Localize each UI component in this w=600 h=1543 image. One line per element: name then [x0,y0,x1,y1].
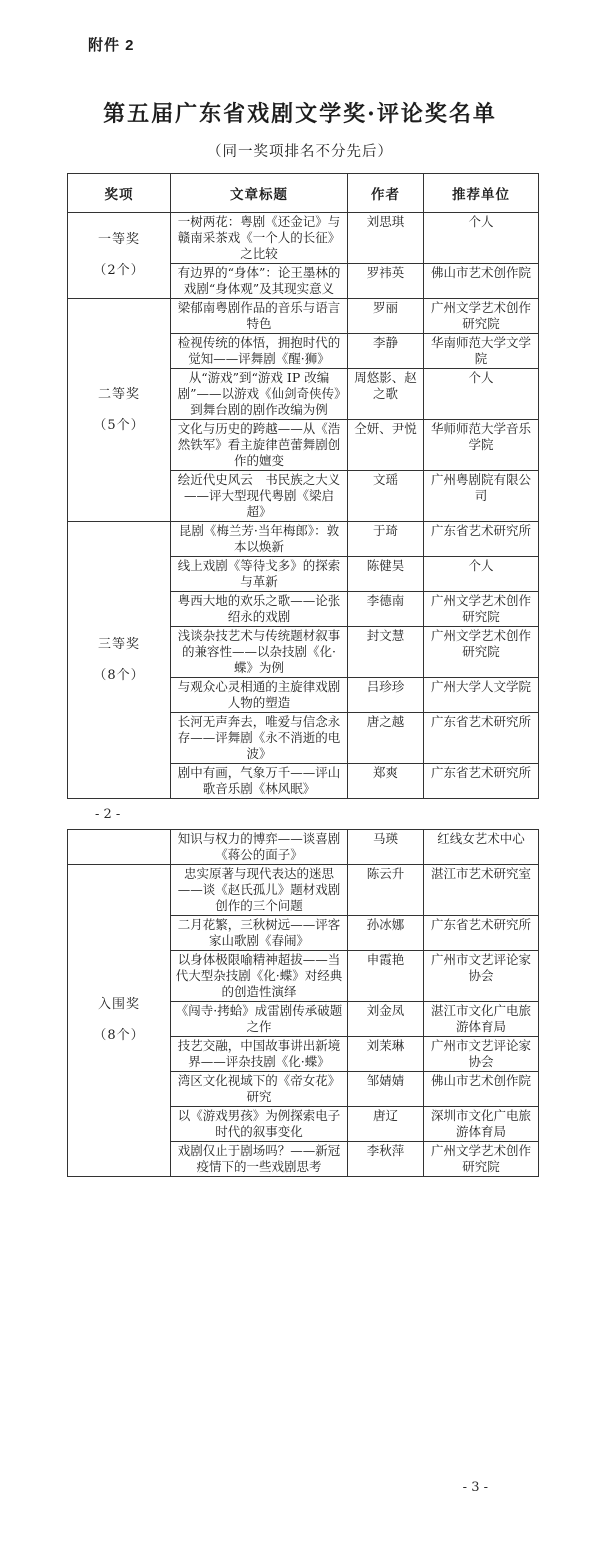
article-title-cell: 昆剧《梅兰芳·当年梅郎》：敦本以焕新 [171,522,348,557]
recommending-unit-cell: 华师师范大学音乐学院 [424,420,539,471]
award-count: （8个） [93,1028,145,1043]
recommending-unit-cell: 深圳市文化广电旅游体育局 [424,1107,539,1142]
recommending-unit-cell: 湛江市艺术研究室 [424,865,539,916]
author-cell: 马瑛 [348,830,424,865]
table-header-row [68,174,539,213]
author-cell: 陈健昊 [348,557,424,592]
recommending-unit-cell: 广州市文艺评论家协会 [424,1037,539,1072]
table-row [68,522,539,557]
recommending-unit-cell: 广东省艺术研究所 [424,522,539,557]
article-title-cell: 绘近代史风云 书民族之大义——评大型现代粤剧《梁启超》 [171,471,348,522]
author-cell: 刘思琪 [348,213,424,264]
recommending-unit-cell: 佛山市艺术创作院 [424,264,539,299]
article-title-cell: 知识与权力的博弈——谈喜剧《蒋公的面子》 [171,830,348,865]
recommending-unit-cell: 广东省艺术研究所 [424,764,539,799]
recommending-unit-cell: 佛山市艺术创作院 [424,1072,539,1107]
awards-table-part-2 [67,829,539,1177]
award-cell [68,522,171,799]
article-title-cell: 以身体极限喻精神超拔——当代大型杂技剧《化·蝶》对经典的创造性演绎 [171,951,348,1002]
article-title-cell: 湾区文化视域下的《帝女花》研究 [171,1072,348,1107]
author-cell: 邹婧婧 [348,1072,424,1107]
page-number-2: - 2 - [95,807,121,822]
table-row [68,865,539,916]
article-title-cell: 《闯寺·拷蛤》成雷剧传承破题之作 [171,1002,348,1037]
awards-table-part-1 [67,173,539,799]
recommending-unit-cell: 个人 [424,213,539,264]
article-title-cell: 文化与历史的跨越——从《浩然铁军》看主旋律芭蕾舞剧创作的嬗变 [171,420,348,471]
table-row [68,213,539,264]
article-title-cell: 戏剧仅止于剧场吗？——新冠疫情下的一些戏剧思考 [171,1142,348,1177]
page-title: 第五届广东省戏剧文学奖·评论奖名单 [103,101,497,127]
author-cell: 陈云升 [348,865,424,916]
header-award: 奖项 [68,174,171,213]
author-cell: 唐之越 [348,713,424,764]
award-cell [68,865,171,1177]
page-subtitle: （同一奖项排名不分先后） [207,144,393,160]
recommending-unit-cell: 广州粤剧院有限公司 [424,471,539,522]
recommending-unit-cell: 广东省艺术研究所 [424,916,539,951]
article-title-cell: 浅谈杂技艺术与传统题材叙事的兼容性——以杂技剧《化·蝶》为例 [171,627,348,678]
author-cell: 唐辽 [348,1107,424,1142]
author-cell: 罗祎英 [348,264,424,299]
header-recommending-unit: 推荐单位 [424,174,539,213]
recommending-unit-cell: 广州大学人文学院 [424,678,539,713]
author-cell: 申霞艳 [348,951,424,1002]
table-row [68,830,539,865]
award-count: （2个） [93,263,145,278]
article-title-cell: 线上戏剧《等待戈多》的探索与革新 [171,557,348,592]
recommending-unit-cell: 广州文学艺术创作研究院 [424,627,539,678]
article-title-cell: 一树两花：粤剧《还金记》与赣南采茶戏《一个人的长征》之比较 [171,213,348,264]
article-title-cell: 粤西大地的欢乐之歌——论张绍永的戏剧 [171,592,348,627]
article-title-cell: 剧中有画，气象万千——评山歌音乐剧《林风眠》 [171,764,348,799]
author-cell: 吕珍珍 [348,678,424,713]
attachment-label: 附件 2 [88,37,135,54]
award-name: 一等奖 [97,232,140,247]
recommending-unit-cell: 广州市文艺评论家协会 [424,951,539,1002]
award-count: （5个） [93,417,145,433]
author-cell: 孙冰娜 [348,916,424,951]
author-cell: 李秋萍 [348,1142,424,1177]
award-cell [68,213,171,299]
author-cell: 刘金凤 [348,1002,424,1037]
author-cell: 刘茉琳 [348,1037,424,1072]
award-name: 二等奖 [97,386,140,402]
author-cell: 文瑶 [348,471,424,522]
article-title-cell: 二月花繁，三秋树远——评客家山歌剧《春闹》 [171,916,348,951]
article-title-cell: 检视传统的体悟，拥抱时代的觉知——评舞剧《醒·狮》 [171,334,348,369]
author-cell: 李静 [348,334,424,369]
article-title-cell: 从“游戏”到“游戏 IP 改编剧”——以游戏《仙剑奇侠传》到舞台剧的剧作改编为例 [171,369,348,420]
article-title-cell: 技艺交融，中国故事讲出新境界——评杂技剧《化·蝶》 [171,1037,348,1072]
author-cell: 郑爽 [348,764,424,799]
header-article-title: 文章标题 [171,174,348,213]
author-cell: 于琦 [348,522,424,557]
author-cell: 李德南 [348,592,424,627]
recommending-unit-cell: 华南师范大学文学院 [424,334,539,369]
recommending-unit-cell: 红线女艺术中心 [424,830,539,865]
table-row [68,299,539,334]
award-count: （8个） [93,667,145,683]
author-cell: 周悠影、赵之歌 [348,369,424,420]
article-title-cell: 以《游戏男孩》为例探索电子时代的叙事变化 [171,1107,348,1142]
author-cell: 仝妍、尹悦 [348,420,424,471]
author-cell: 封文慧 [348,627,424,678]
article-title-cell: 与观众心灵相通的主旋律戏剧人物的塑造 [171,678,348,713]
page-number-3: - 3 - [462,1480,488,1495]
author-cell: 罗丽 [348,299,424,334]
article-title-cell: 长河无声奔去，唯爱与信念永存——评舞剧《永不消逝的电波》 [171,713,348,764]
recommending-unit-cell: 广州文学艺术创作研究院 [424,299,539,334]
header-author: 作者 [348,174,424,213]
recommending-unit-cell: 湛江市文化广电旅游体育局 [424,1002,539,1037]
award-name: 三等奖 [97,636,140,652]
recommending-unit-cell: 广州文学艺术创作研究院 [424,1142,539,1177]
recommending-unit-cell: 个人 [424,369,539,420]
award-name: 入围奖 [97,997,140,1012]
article-title-cell: 有边界的“身体”：论王墨林的戏剧“身体观”及其现实意义 [171,264,348,299]
article-title-cell: 梁郁南粤剧作品的音乐与语言特色 [171,299,348,334]
award-cell [68,830,171,865]
recommending-unit-cell: 广州文学艺术创作研究院 [424,592,539,627]
recommending-unit-cell: 个人 [424,557,539,592]
recommending-unit-cell: 广东省艺术研究所 [424,713,539,764]
article-title-cell: 忠实原著与现代表达的迷思——谈《赵氏孤儿》题材戏剧创作的三个问题 [171,865,348,916]
award-cell [68,299,171,522]
